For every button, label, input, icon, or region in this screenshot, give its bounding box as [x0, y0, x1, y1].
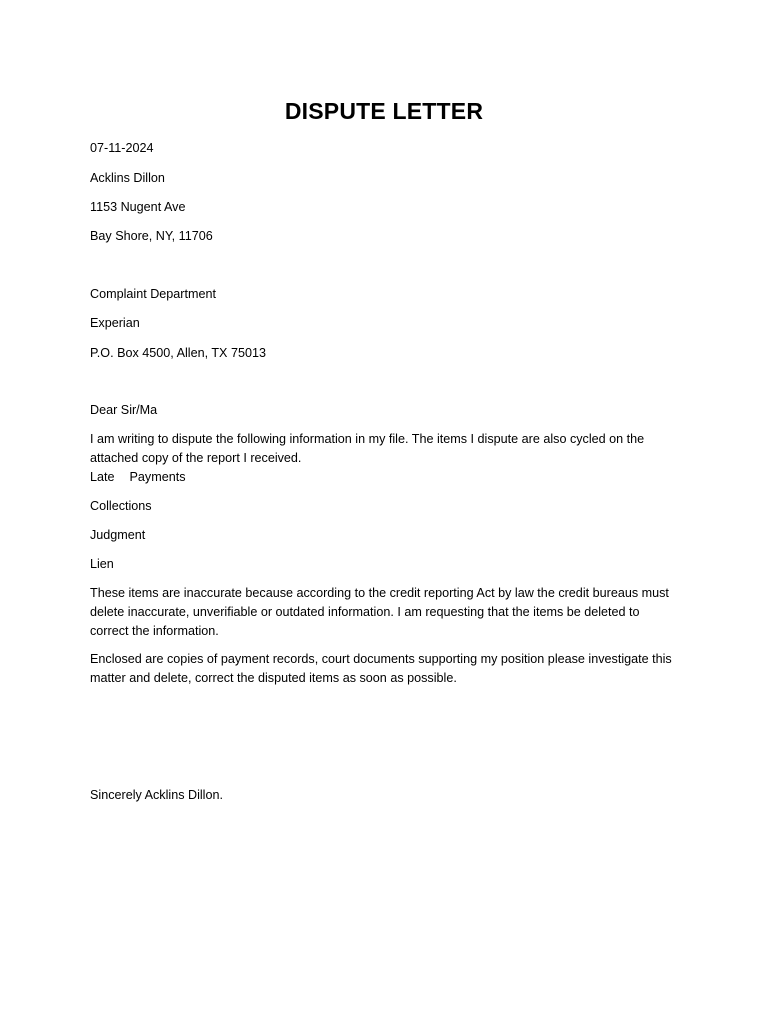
recipient-department: Complaint Department	[90, 287, 216, 301]
enclosure-line: Enclosed are copies of payment records, court documents supporting my position please investigate this	[90, 652, 672, 666]
letter-date: 07-11-2024	[90, 141, 154, 155]
reason-line: correct the information.	[90, 624, 219, 638]
disputed-item-late-payments	[90, 468, 186, 487]
reason-paragraph	[90, 584, 690, 641]
salutation: Dear Sir/Ma	[90, 403, 158, 417]
payments-word: Payments	[129, 470, 186, 484]
late-word: Late	[90, 470, 115, 484]
closing-signature: Sincerely Acklins Dillon.	[90, 788, 223, 802]
intro-paragraph	[90, 430, 690, 468]
disputed-item-collections: Collections	[90, 499, 152, 513]
reason-line: These items are inaccurate because according to the credit reporting Act by law the credit bureaus must	[90, 586, 669, 600]
sender-city-state-zip: Bay Shore, NY, 11706	[90, 229, 213, 243]
recipient-address: P.O. Box 4500, Allen, TX 75013	[90, 346, 266, 360]
recipient-company: Experian	[90, 316, 140, 330]
intro-line: attached copy of the report I received.	[90, 451, 302, 465]
sender-name: Acklins Dillon	[90, 171, 165, 185]
intro-line: I am writing to dispute the following information in my file. The items I dispute are also cycled on the	[90, 432, 645, 446]
reason-line: delete inaccurate, unverifiable or outdated information. I am requesting that the items be deleted to	[90, 605, 640, 619]
enclosure-line: matter and delete, correct the disputed items as soon as possible.	[90, 671, 457, 685]
disputed-item-lien: Lien	[90, 557, 114, 571]
document-title: DISPUTE LETTER	[284, 98, 484, 124]
enclosure-paragraph	[90, 650, 690, 688]
disputed-item-judgment: Judgment	[90, 528, 146, 542]
sender-street: 1153 Nugent Ave	[90, 200, 186, 214]
